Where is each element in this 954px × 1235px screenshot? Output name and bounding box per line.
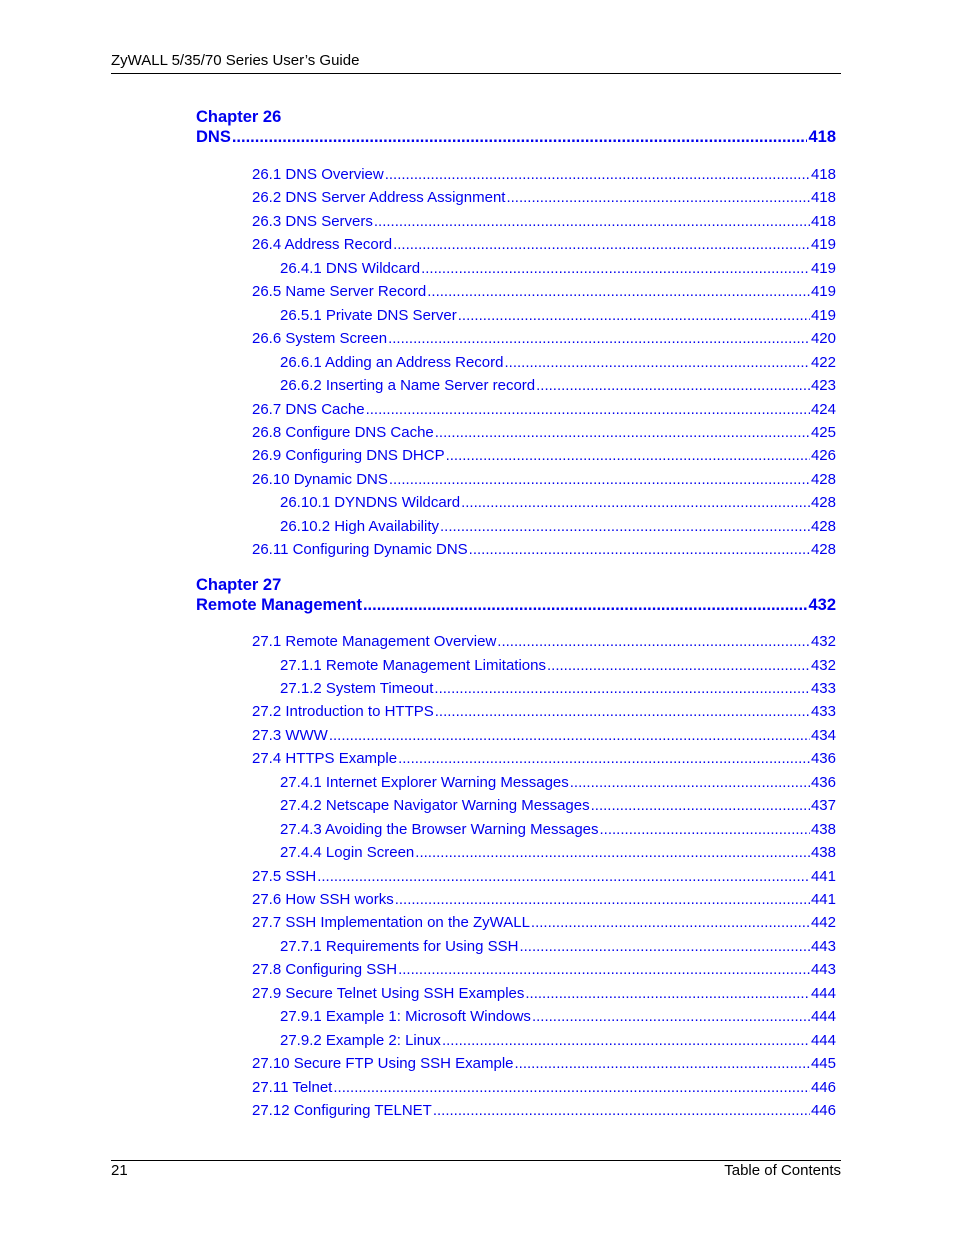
toc-entry[interactable] [280,797,836,814]
toc-entry-title: 26.4 Address Record [252,236,393,254]
leader-dots [398,961,810,978]
footer-section-title: Table of Contents [724,1162,841,1179]
toc-entry[interactable] [252,236,836,253]
chapter-title-link[interactable] [196,128,836,147]
toc-entry-title: 27.4.1 Internet Explorer Warning Messages [280,773,569,791]
toc-entry-page: 444 [810,984,836,1002]
leader-dots [536,377,810,394]
toc-entry[interactable] [252,1055,836,1072]
leader-dots [591,797,810,814]
toc-entry-page: 437 [810,797,836,815]
toc-entry-title: 27.9.1 Example 1: Microsoft Windows [280,1008,531,1026]
leader-dots [547,657,810,674]
toc-entry-title: 27.11 Telnet [252,1078,333,1096]
leader-dots [446,447,810,464]
leader-dots [415,844,810,861]
toc-entry-title: 27.4.2 Netscape Navigator Warning Messages [280,797,590,815]
toc-entry-title: 27.12 Configuring TELNET [252,1102,432,1119]
toc-entry-title: 27.7 SSH Implementation on the ZyWALL [252,914,530,932]
toc-entry-page: 444 [810,1008,836,1026]
leader-dots [515,1055,810,1072]
toc-entry[interactable] [252,633,836,650]
toc-entry-title: 26.6.1 Adding an Address Record [280,353,504,371]
toc-entry-page: 424 [810,400,836,418]
toc-entry-page: 418 [810,189,836,207]
toc-entry-page: 443 [810,961,836,979]
toc-entry[interactable] [280,1032,836,1049]
toc-entry-title: 26.4.1 DNS Wildcard [280,259,421,277]
toc-entry-page: 433 [810,703,836,721]
toc-entry[interactable] [252,1102,836,1119]
toc-entry-page: 419 [810,259,836,277]
toc-entry-page: 446 [810,1078,836,1096]
leader-dots [442,1032,810,1049]
leader-dots [232,128,808,147]
toc-entry[interactable] [280,260,836,277]
leader-dots [366,401,810,418]
leader-dots [497,633,810,650]
toc-entry-page: 432 [810,656,836,674]
toc-entry-page: 423 [810,377,836,394]
toc-entry[interactable] [252,703,836,720]
toc-entry-title: 26.10.2 High Availability [280,517,439,535]
toc-entry-title: 26.10 Dynamic DNS [252,470,388,488]
leader-dots [435,424,810,441]
toc-entry[interactable] [280,657,836,674]
toc-entry-page: 419 [810,283,836,301]
leader-dots [469,541,810,558]
toc-entry-title: 26.2 DNS Server Address Assignment [252,189,506,207]
toc-entry-page: 433 [810,679,836,697]
toc-entry-title: 27.9.2 Example 2: Linux [280,1031,441,1049]
toc-entry[interactable] [280,354,836,371]
toc-entry-page: 420 [810,330,836,348]
toc-entry[interactable] [252,961,836,978]
toc-entry-title: 27.3 WWW [252,726,328,744]
leader-dots [421,260,810,277]
toc-entry[interactable] [252,750,836,767]
toc-entry-page: 418 [810,212,836,230]
toc-entry[interactable] [252,166,836,183]
toc-entry[interactable] [252,189,836,206]
toc-entry-title: 27.1.1 Remote Management Limitations [280,656,546,674]
toc-entry[interactable] [280,518,836,535]
toc-entry-title: 27.5 SSH [252,867,317,885]
leader-dots [570,774,810,791]
toc-entry-title: 27.7.1 Requirements for Using SSH [280,937,519,955]
toc-entry[interactable] [280,680,836,697]
leader-dots [505,354,810,371]
leader-dots [506,189,810,206]
toc-entry-page: 445 [810,1055,836,1073]
toc-entry-page: 446 [810,1102,836,1119]
toc-entry-page: 438 [810,820,836,838]
toc-entry[interactable] [252,330,836,347]
chapter-page: 432 [808,596,836,614]
toc-entry-title: 27.4 HTTPS Example [252,750,398,768]
toc-entry-page: 419 [810,236,836,254]
chapter-label[interactable]: Chapter 27 [196,576,282,594]
toc-entry-page: 428 [810,470,836,488]
leader-dots [374,213,810,230]
leader-dots [395,891,810,908]
toc-entry[interactable] [252,283,836,300]
toc-entry[interactable] [280,494,836,511]
toc-entry-title: 27.2 Introduction to HTTPS [252,703,434,721]
toc-entry-title: 27.1.2 System Timeout [280,679,434,697]
toc-entry-page: 436 [810,773,836,791]
toc-entry-title: 27.6 How SSH works [252,891,394,908]
toc-entry[interactable] [252,213,836,230]
toc-entry[interactable] [252,914,836,931]
chapter-title-link[interactable] [196,596,836,615]
toc-entry[interactable] [280,844,836,861]
toc-entry[interactable] [280,1008,836,1025]
toc-entry-page: 422 [810,353,836,371]
toc-entry-page: 428 [810,494,836,512]
leader-dots [461,494,810,511]
toc-entry-title: 27.1 Remote Management Overview [252,633,497,650]
toc-entry[interactable] [280,821,836,838]
toc-entry-page: 442 [810,914,836,932]
toc-entry[interactable] [252,401,836,418]
toc-entry-page: 436 [810,750,836,768]
leader-dots [531,914,810,931]
toc-entry-title: 27.4.3 Avoiding the Browser Warning Messages [280,820,599,838]
toc-entry-title: 27.4.4 Login Screen [280,844,415,861]
toc-entry-page: 428 [810,541,836,559]
toc-entry-page: 441 [810,867,836,885]
toc-entry-title: 27.8 Configuring SSH [252,961,398,979]
toc-entry-title: 27.10 Secure FTP Using SSH Example [252,1055,514,1073]
toc-entry[interactable] [280,774,836,791]
leader-dots [434,680,810,697]
toc-entry-title: 26.3 DNS Servers [252,212,373,230]
leader-dots [329,727,810,744]
leader-dots [317,868,810,885]
leader-dots [440,518,810,535]
toc-entry[interactable] [280,938,836,955]
toc-entry[interactable] [280,377,836,394]
toc-entry-page: 419 [810,306,836,324]
toc-entry[interactable] [252,727,836,744]
leader-dots [532,1008,810,1025]
toc-entry-page: 438 [810,844,836,861]
toc-entry-page: 425 [810,423,836,441]
leader-dots [427,283,810,300]
toc-entry-title: 26.1 DNS Overview [252,166,384,183]
leader-dots [398,750,810,767]
leader-dots [388,330,810,347]
toc-entry[interactable] [252,541,836,558]
toc-entry-title: 26.6.2 Inserting a Name Server record [280,377,536,394]
toc-entry-page: 432 [810,633,836,650]
toc-entry-page: 443 [810,937,836,955]
leader-dots [393,236,810,253]
toc-entry-title: 26.6 System Screen [252,330,388,348]
toc-entry-page: 444 [810,1031,836,1049]
toc-entry[interactable] [252,868,836,885]
footer-page-number: 21 [111,1162,128,1179]
chapter-title: DNS [196,128,231,146]
header-title: ZyWALL 5/35/70 Series User’s Guide [111,52,360,69]
toc-entry-title: 26.10.1 DYNDNS Wildcard [280,494,461,512]
toc-entry-title: 26.9 Configuring DNS DHCP [252,447,445,465]
leader-dots [525,985,810,1002]
toc-entry[interactable] [280,307,836,324]
toc-entry-title: 26.5 Name Server Record [252,283,427,301]
toc-entry-page: 418 [810,166,836,183]
toc-entry[interactable] [252,447,836,464]
chapter-title: Remote Management [196,596,362,614]
leader-dots [385,166,810,183]
toc-entry-page: 441 [810,891,836,908]
leader-dots [433,1102,810,1119]
toc-entry-title: 26.7 DNS Cache [252,400,365,418]
leader-dots [458,307,810,324]
leader-dots [519,938,810,955]
leader-dots [389,471,810,488]
toc-entry[interactable] [252,471,836,488]
chapter-label[interactable]: Chapter 26 [196,108,282,126]
toc-entry-title: 26.11 Configuring Dynamic DNS [252,541,468,559]
header-rule [111,73,841,74]
leader-dots [363,596,808,615]
leader-dots [600,821,810,838]
toc-entry-title: 26.8 Configure DNS Cache [252,423,434,441]
footer-rule [111,1160,841,1161]
toc-entry[interactable] [252,424,836,441]
chapter-page: 418 [808,128,836,146]
toc-entry-page: 428 [810,517,836,535]
toc-entry[interactable] [252,1079,836,1096]
toc-entry-title: 27.9 Secure Telnet Using SSH Examples [252,984,525,1002]
toc-entry-title: 26.5.1 Private DNS Server [280,306,457,324]
toc-entry[interactable] [252,891,836,908]
toc-entry-page: 426 [810,447,836,465]
leader-dots [435,703,810,720]
leader-dots [333,1079,810,1096]
toc-entry-page: 434 [810,726,836,744]
toc-entry[interactable] [252,985,836,1002]
